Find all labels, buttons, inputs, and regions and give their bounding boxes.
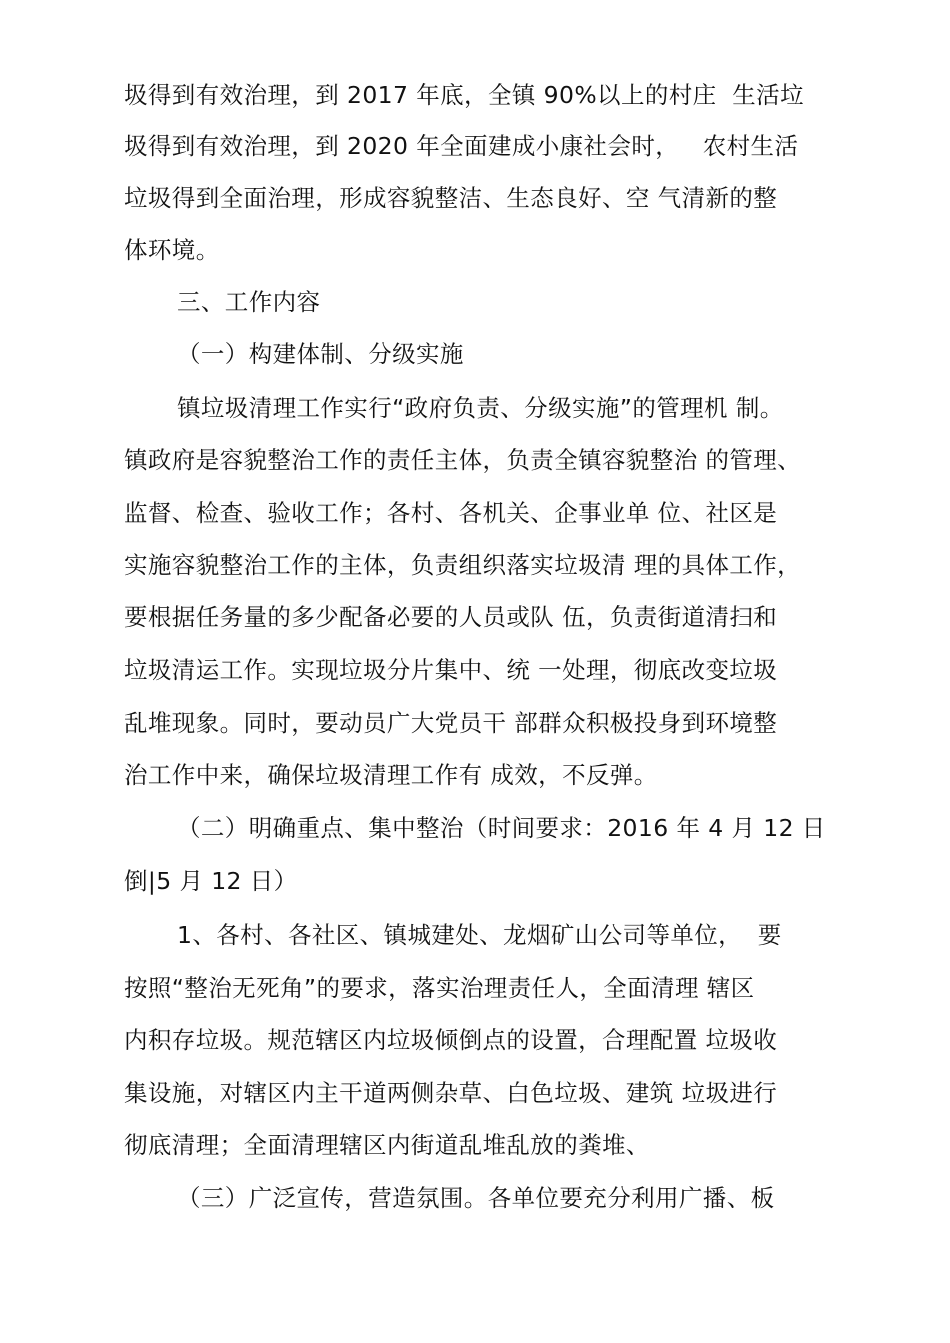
text-line: 体环境。 (124, 236, 220, 264)
text-line: 圾得到有效治理，到 2017 年底，全镇 90%以上的村庄 生活垃 (124, 81, 804, 109)
text-line: 要根据任务量的多少配备必要的人员或队 伍，负责街道清扫和 (124, 603, 778, 631)
text-line: 镇垃圾清理工作实行“政府负责、分级实施”的管理机 制。 (177, 394, 784, 422)
subsection-heading: （一）构建体制、分级实施 (177, 340, 464, 368)
text-line: 镇政府是容貌整治工作的责任主体，负责全镇容貌整治 的管理、 (124, 446, 802, 474)
text-line: 垃圾得到全面治理，形成容貌整洁、生态良好、空 气清新的整 (124, 184, 778, 212)
text-line: 治工作中来，确保垃圾清理工作有 成效，不反弹。 (124, 761, 658, 789)
text-line: 圾得到有效治理，到 2020 年全面建成小康社会时， 农村生活 (124, 132, 799, 160)
text-line: 乱堆现象。同时，要动员广大党员干 部群众积极投身到环境整 (124, 709, 778, 737)
text-line: 集设施，对辖区内主干道两侧杂草、白色垃圾、建筑 垃圾进行 (124, 1079, 778, 1107)
text-line: 垃圾清运工作。实现垃圾分片集中、统 一处理，彻底改变垃圾 (124, 656, 778, 684)
text-line: 内积存垃圾。规范辖区内垃圾倾倒点的设置，合理配置 垃圾收 (124, 1026, 778, 1054)
text-line: 彻底清理；全面清理辖区内街道乱堆乱放的粪堆、 (124, 1131, 650, 1159)
section-heading: 三、工作内容 (177, 288, 321, 316)
list-item: 1、各村、各社区、镇城建处、龙烟矿山公司等单位， 要 (177, 921, 782, 949)
text-line: 倒|5 月 12 日） (124, 867, 298, 895)
text-line: 实施容貌整治工作的主体，负责组织落实垃圾清 理的具体工作， (124, 551, 802, 579)
text-line: 按照“整治无死角”的要求，落实治理责任人，全面清理 辖区 (124, 974, 755, 1002)
subsection-heading: （三）广泛宣传，营造氛围。各单位要充分利用广播、板 (177, 1184, 775, 1212)
subsection-heading: （二）明确重点、集中整治（时间要求：2016 年 4 月 12 日 (177, 814, 826, 842)
text-line: 监督、检查、验收工作；各村、各机关、企事业单 位、社区是 (124, 499, 778, 527)
